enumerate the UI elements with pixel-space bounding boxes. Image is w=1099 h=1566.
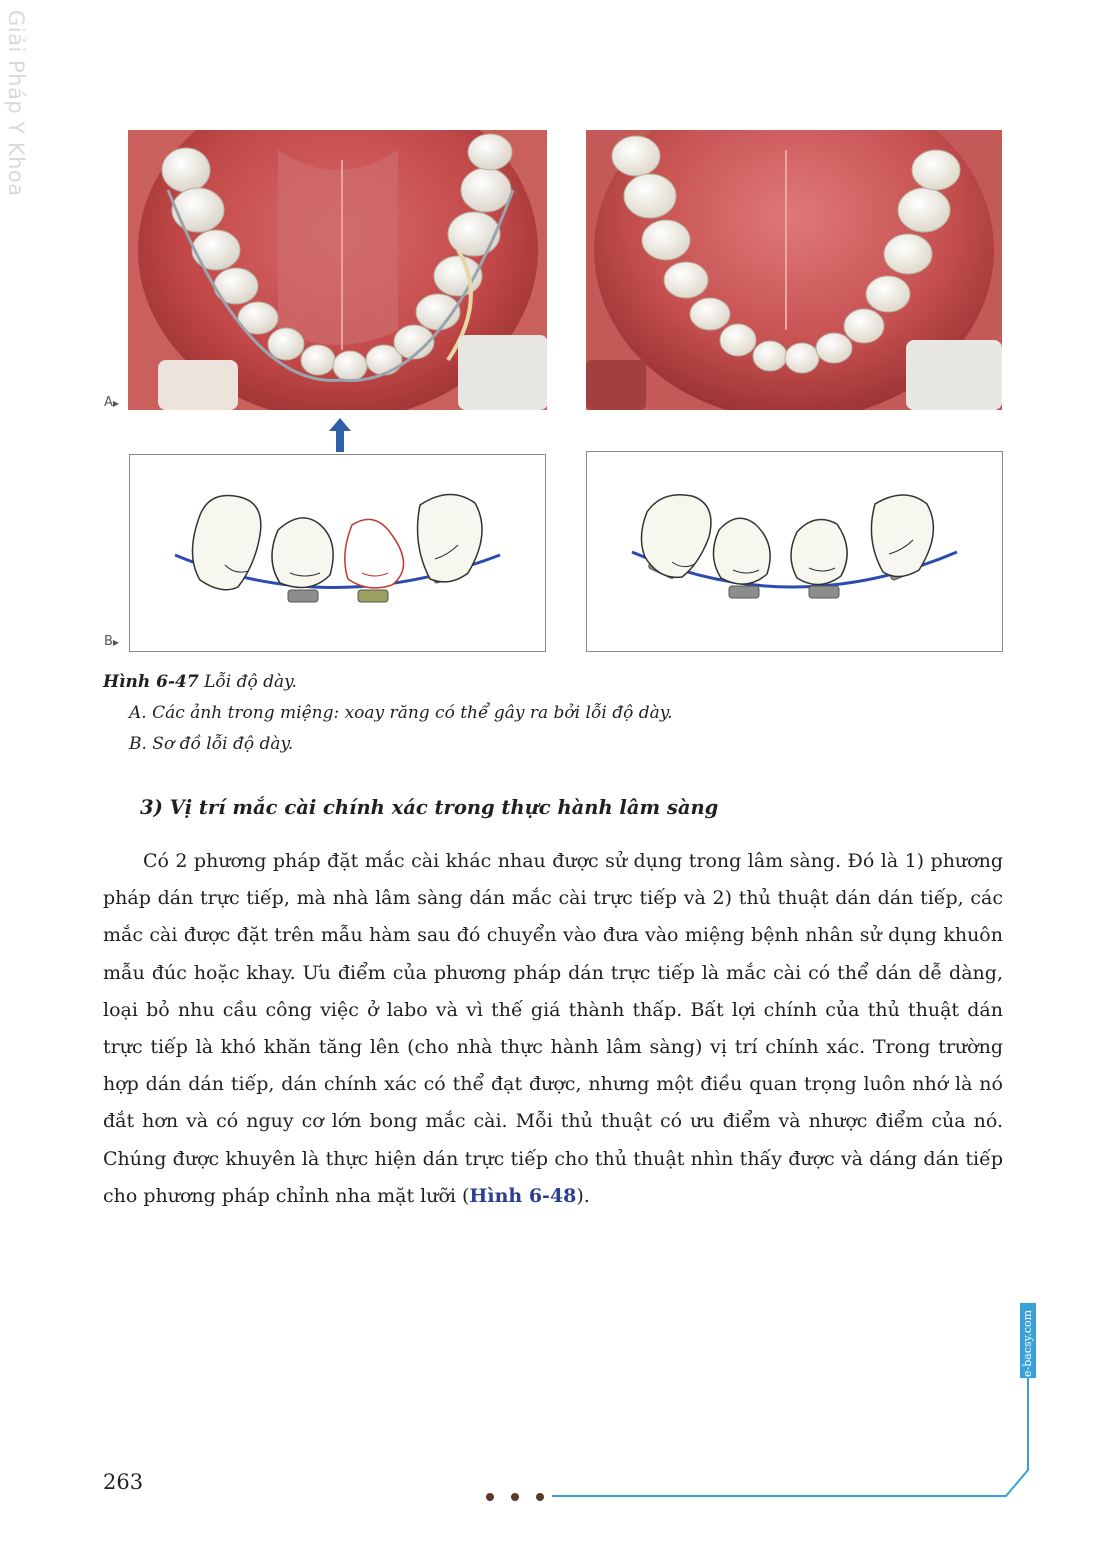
figure-caption <box>103 667 672 760</box>
body-paragraph <box>103 843 1003 1215</box>
panel-label-b-text: B <box>104 634 113 649</box>
up-arrow-icon <box>329 418 351 452</box>
side-tag-text: e-bacsy.com <box>1021 1309 1034 1377</box>
page-number: 263 <box>103 1470 144 1494</box>
intraoral-photo-a <box>128 130 547 410</box>
caption-a: A. Các ảnh trong miệng: xoay răng có thể gây ra bởi lỗi độ dày. <box>129 703 673 723</box>
footer-dots <box>484 1488 554 1500</box>
diagram-bracket-thickness-error-a <box>129 454 546 652</box>
watermark-text: Giải Pháp Y Khoa <box>4 10 28 197</box>
panel-label-a: A▶ <box>104 395 120 410</box>
intraoral-photo-b <box>586 130 1002 410</box>
paragraph-text: Có 2 phương pháp đặt mắc cài khác nhau được sử dụng trong lâm sàng. Đó là 1) phương pháp dán trực tiếp, mà nhà lâm sàng dán mắc cài trực tiếp và 2) thủ thuật dán dán tiếp, các mắc cài được đặt trên mẫu hàm sau đó chuyển vào đưa vào miệng bệnh nhân sử dụng khuôn mẫu đúc hoặc khay. Ưu điểm của phương pháp dán trực tiếp là mắc cài có thể dán dễ dàng, loại bỏ nhu cầu công việc ở labo và vì thế giá thành thấp. Bất lợi chính của thủ thuật dán trực tiếp là khó khăn tăng lên (cho nhà thực hành lâm sàng) vị trí chính xác. Trong trường hợp dán dán tiếp, dán chính xác có thể đạt được, nhưng một điều quan trọng luôn nhớ là nó đắt hơn và có nguy cơ lớn bong mắc cài. Mỗi thủ thuật có ưu điểm và nhược điểm của nó. Chúng được khuyên là thực hiện dán trực tiếp cho thủ thuật nhìn thấy được và dáng dán tiếp cho phương pháp chỉnh nha mặt lưỡi ( <box>103 850 1003 1207</box>
panel-label-b: B▶ <box>104 634 120 649</box>
caption-title-line <box>103 667 672 698</box>
caption-b: B. Sơ đồ lỗi độ dày. <box>129 734 294 754</box>
figure-title: Lỗi độ dày. <box>204 672 297 692</box>
watermark <box>4 10 28 197</box>
diagram-bracket-thickness-error-b <box>586 451 1003 652</box>
figure-number: Hình 6-47 <box>103 672 199 692</box>
side-tag <box>1020 1303 1036 1378</box>
section-heading: 3) Vị trí mắc cài chính xác trong thực hành lâm sàng <box>140 796 719 819</box>
paragraph-end: ). <box>576 1184 590 1207</box>
panel-label-a-text: A <box>104 395 113 410</box>
figure-reference-link[interactable]: Hình 6-48 <box>469 1184 577 1207</box>
